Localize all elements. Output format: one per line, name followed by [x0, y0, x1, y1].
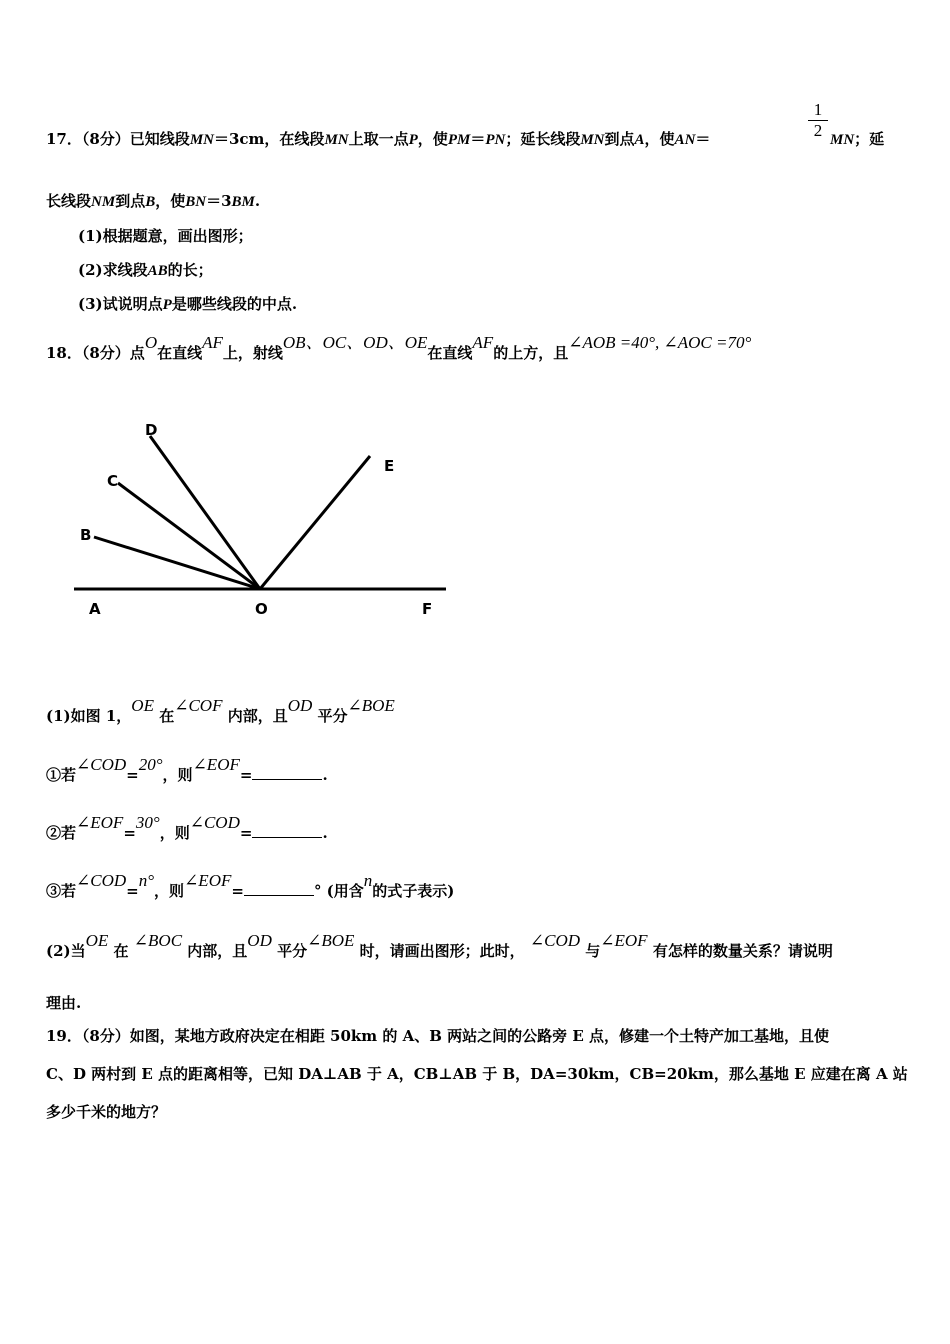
- label-f: F: [422, 600, 433, 618]
- fraction-denominator: 2: [813, 121, 823, 140]
- ray-od: [150, 436, 260, 589]
- angle-figure: [60, 410, 480, 630]
- q18-sub2: ②若∠EOF=30°，则∠COD= .: [46, 813, 328, 842]
- label-a: A: [89, 600, 101, 618]
- q18-sub3: ③若∠COD=n°，则∠EOF= ° (用含n的式子表示): [46, 871, 455, 900]
- q18-part2-cont: 理由.: [46, 994, 82, 1012]
- label-b: B: [80, 526, 92, 544]
- q19-line1: 19．（8分）如图，某地方政府决定在相距 50km 的 A、B 两站之间的公路旁 E 点，修建一个土特产加工基地，且使: [46, 1027, 830, 1045]
- q17-line2: 长线段NM到点B，使BN＝3BM.: [46, 192, 261, 210]
- q18-part2: (2)当OE 在 ∠BOC 内部，且OD 平分∠BOE 时，请画出图形；此时， ∠COD 与∠EOF 有怎样的数量关系？请说明: [46, 931, 833, 960]
- fraction-one-half: [808, 100, 828, 141]
- label-c: C: [107, 472, 119, 490]
- q18-part1: (1)如图 1，OE 在∠COF 内部，且OD 平分∠BOE: [46, 696, 395, 725]
- fraction-numerator: 1: [808, 100, 828, 121]
- answer-blank[interactable]: [252, 765, 322, 780]
- ray-oc: [118, 483, 260, 589]
- q17-sub3: (3)试说明点P是哪些线段的中点.: [78, 295, 298, 313]
- label-d: D: [145, 421, 158, 439]
- q18-sub1: ①若∠COD=20°，则∠EOF= .: [46, 755, 328, 784]
- q19-line2: C、D 两村到 E 点的距离相等，已知 DA⊥AB 于 A，CB⊥AB 于 B，DA=30km，CB=20km，那么基地 E 应建在离 A 站: [46, 1065, 908, 1083]
- ray-oe: [260, 456, 370, 589]
- q18-stem: 18．（8分）点O在直线AF上，射线OB、OC、OD、OE在直线AF的上方，且∠AOB =40°, ∠AOC =70°: [46, 333, 752, 362]
- q19-line3: 多少千米的地方？: [46, 1103, 167, 1121]
- ray-ob: [94, 537, 260, 589]
- label-o: O: [255, 600, 268, 618]
- answer-blank[interactable]: [244, 881, 314, 896]
- q17-line1: 17．（8分）已知线段MN＝3cm，在线段MN上取一点P，使PM＝PN；延长线段MN到点A，使AN＝: [46, 130, 711, 148]
- answer-blank[interactable]: [252, 823, 322, 838]
- q17-sub2: (2)求线段AB的长；: [78, 261, 213, 279]
- label-e: E: [384, 457, 395, 475]
- q17-line1-end: MN；延: [830, 130, 885, 148]
- q17-sub1: (1)根据题意，画出图形；: [78, 227, 253, 245]
